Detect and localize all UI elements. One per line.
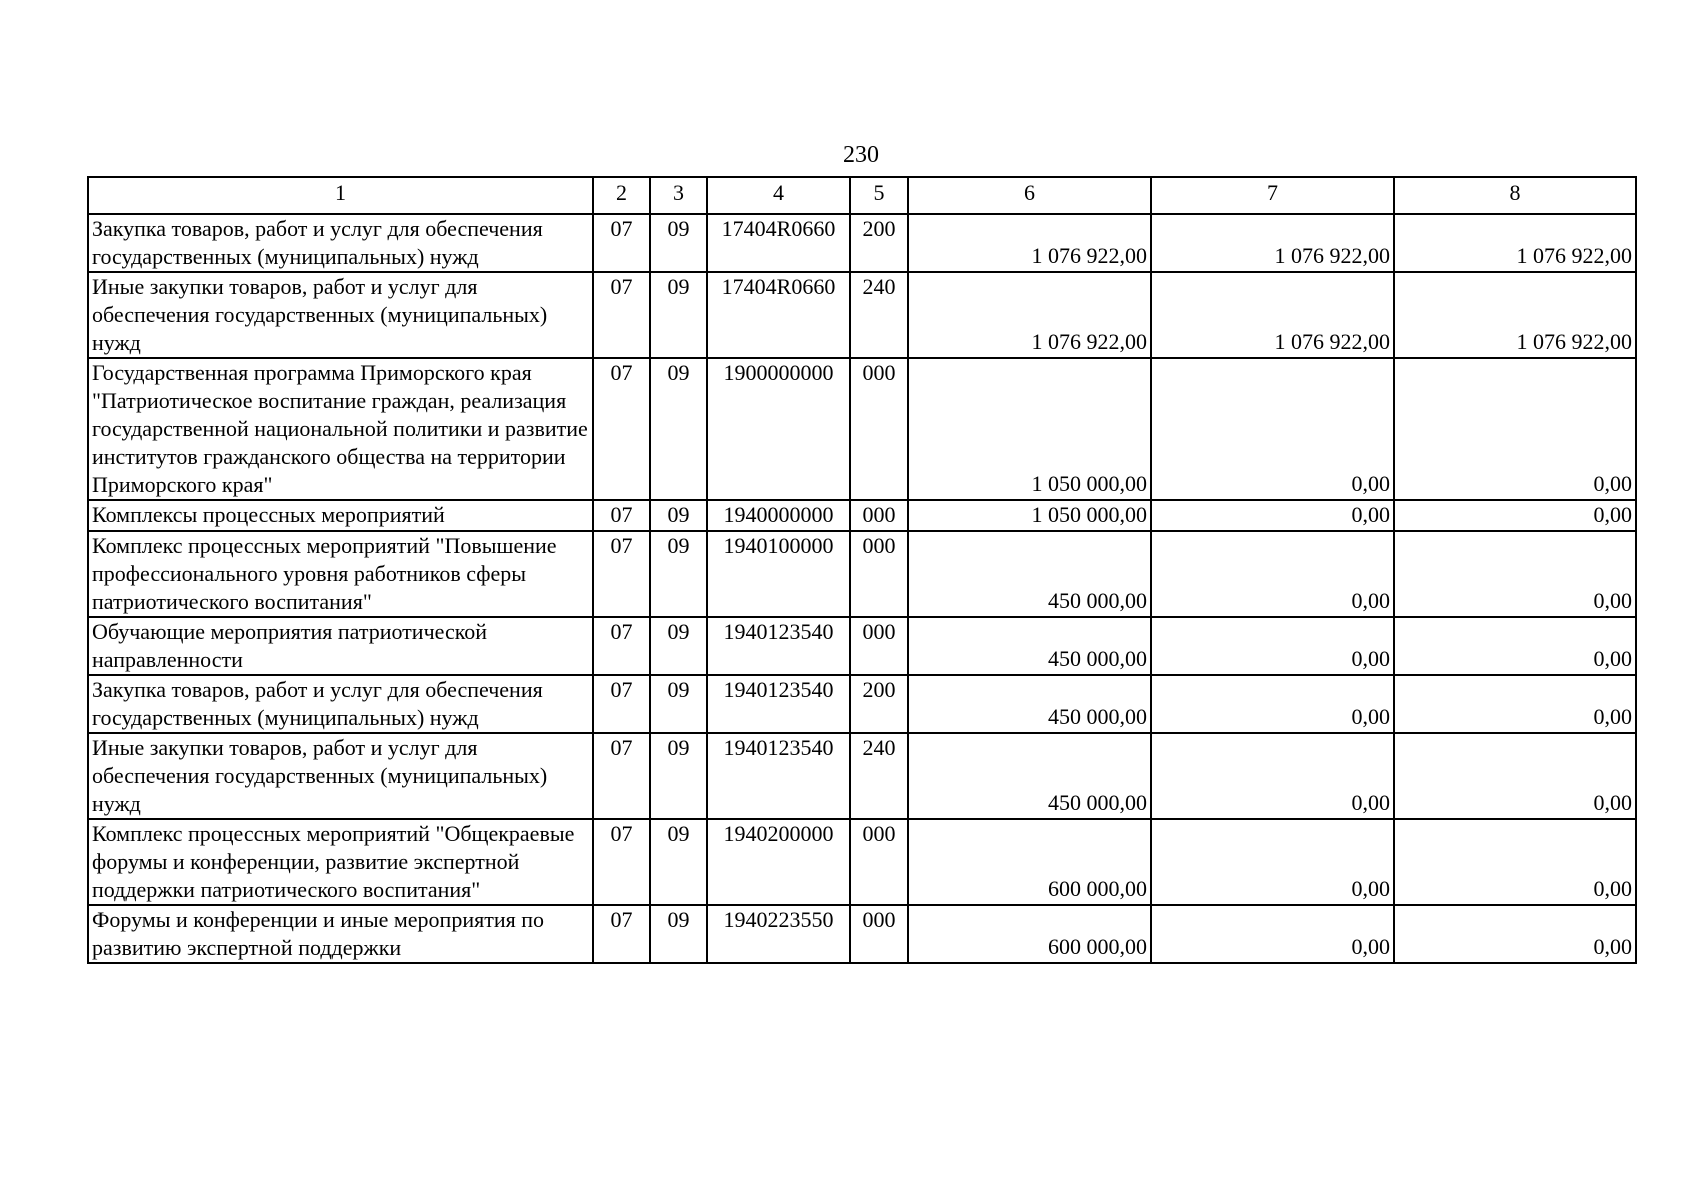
column-header: 6 [908, 177, 1151, 214]
amount-col-7: 0,00 [1151, 733, 1394, 819]
expense-type-code: 200 [850, 214, 908, 272]
column-header: 1 [88, 177, 593, 214]
target-article-code: 1940100000 [707, 531, 850, 617]
amount-col-6: 1 076 922,00 [908, 272, 1151, 358]
page-number: 230 [843, 142, 879, 168]
table-row [88, 272, 1636, 358]
section-code: 07 [593, 905, 650, 963]
subsection-code: 09 [650, 531, 707, 617]
amount-col-7: 0,00 [1151, 531, 1394, 617]
subsection-code: 09 [650, 358, 707, 500]
section-code: 07 [593, 617, 650, 675]
amount-col-7: 0,00 [1151, 500, 1394, 531]
amount-col-8: 0,00 [1394, 617, 1636, 675]
column-header: 5 [850, 177, 908, 214]
subsection-code: 09 [650, 500, 707, 531]
amount-col-7: 0,00 [1151, 675, 1394, 733]
table-row [88, 905, 1636, 963]
amount-col-6: 600 000,00 [908, 819, 1151, 905]
expense-type-code: 000 [850, 531, 908, 617]
target-article-code: 17404R0660 [707, 272, 850, 358]
amount-col-8: 0,00 [1394, 358, 1636, 500]
subsection-code: 09 [650, 675, 707, 733]
target-article-code: 1900000000 [707, 358, 850, 500]
subsection-code: 09 [650, 733, 707, 819]
column-header: 7 [1151, 177, 1394, 214]
target-article-code: 1940123540 [707, 675, 850, 733]
target-article-code: 1940123540 [707, 617, 850, 675]
budget-table [87, 176, 1637, 964]
subsection-code: 09 [650, 214, 707, 272]
column-header: 4 [707, 177, 850, 214]
table-row [88, 733, 1636, 819]
header-row [88, 177, 1636, 214]
section-code: 07 [593, 358, 650, 500]
subsection-code: 09 [650, 905, 707, 963]
subsection-code: 09 [650, 272, 707, 358]
amount-col-8: 0,00 [1394, 819, 1636, 905]
section-code: 07 [593, 733, 650, 819]
target-article-code: 17404R0660 [707, 214, 850, 272]
amount-col-7: 0,00 [1151, 617, 1394, 675]
amount-col-6: 1 076 922,00 [908, 214, 1151, 272]
section-code: 07 [593, 214, 650, 272]
expense-type-code: 240 [850, 733, 908, 819]
row-name: Форумы и конференции и иные мероприятия по развитию экспертной поддержки [88, 905, 593, 963]
section-code: 07 [593, 531, 650, 617]
amount-col-6: 1 050 000,00 [908, 500, 1151, 531]
row-name: Государственная программа Приморского края "Патриотическое воспитание граждан, реализация государственной национальной политики и развитие институтов гражданского общества на территории Приморского края" [88, 358, 593, 500]
expense-type-code: 240 [850, 272, 908, 358]
table-row [88, 531, 1636, 617]
amount-col-8: 1 076 922,00 [1394, 214, 1636, 272]
amount-col-6: 1 050 000,00 [908, 358, 1151, 500]
column-header: 8 [1394, 177, 1636, 214]
amount-col-8: 0,00 [1394, 905, 1636, 963]
table-row [88, 358, 1636, 500]
row-name: Обучающие мероприятия патриотической направленности [88, 617, 593, 675]
table-row [88, 675, 1636, 733]
column-header: 3 [650, 177, 707, 214]
expense-type-code: 000 [850, 819, 908, 905]
amount-col-7: 1 076 922,00 [1151, 272, 1394, 358]
amount-col-8: 0,00 [1394, 531, 1636, 617]
table-row [88, 500, 1636, 531]
subsection-code: 09 [650, 617, 707, 675]
expense-type-code: 000 [850, 500, 908, 531]
column-header: 2 [593, 177, 650, 214]
amount-col-7: 1 076 922,00 [1151, 214, 1394, 272]
target-article-code: 1940123540 [707, 733, 850, 819]
subsection-code: 09 [650, 819, 707, 905]
table-row [88, 214, 1636, 272]
row-name: Иные закупки товаров, работ и услуг для обеспечения государственных (муниципальных) нужд [88, 272, 593, 358]
amount-col-8: 0,00 [1394, 733, 1636, 819]
amount-col-6: 600 000,00 [908, 905, 1151, 963]
table-row [88, 617, 1636, 675]
amount-col-6: 450 000,00 [908, 617, 1151, 675]
amount-col-8: 0,00 [1394, 500, 1636, 531]
row-name: Закупка товаров, работ и услуг для обеспечения государственных (муниципальных) нужд [88, 214, 593, 272]
row-name: Закупка товаров, работ и услуг для обеспечения государственных (муниципальных) нужд [88, 675, 593, 733]
target-article-code: 1940000000 [707, 500, 850, 531]
amount-col-6: 450 000,00 [908, 733, 1151, 819]
target-article-code: 1940200000 [707, 819, 850, 905]
amount-col-7: 0,00 [1151, 905, 1394, 963]
row-name: Комплекс процессных мероприятий "Повышение профессионального уровня работников сферы патриотического воспитания" [88, 531, 593, 617]
amount-col-8: 1 076 922,00 [1394, 272, 1636, 358]
amount-col-8: 0,00 [1394, 675, 1636, 733]
amount-col-6: 450 000,00 [908, 675, 1151, 733]
target-article-code: 1940223550 [707, 905, 850, 963]
section-code: 07 [593, 272, 650, 358]
row-name: Комплекс процессных мероприятий "Общекраевые форумы и конференции, развитие экспертной поддержки патриотического воспитания" [88, 819, 593, 905]
section-code: 07 [593, 675, 650, 733]
table-row [88, 819, 1636, 905]
section-code: 07 [593, 500, 650, 531]
expense-type-code: 000 [850, 905, 908, 963]
expense-type-code: 000 [850, 358, 908, 500]
section-code: 07 [593, 819, 650, 905]
expense-type-code: 000 [850, 617, 908, 675]
amount-col-7: 0,00 [1151, 819, 1394, 905]
amount-col-6: 450 000,00 [908, 531, 1151, 617]
amount-col-7: 0,00 [1151, 358, 1394, 500]
expense-type-code: 200 [850, 675, 908, 733]
row-name: Комплексы процессных мероприятий [88, 500, 593, 531]
row-name: Иные закупки товаров, работ и услуг для обеспечения государственных (муниципальных) нужд [88, 733, 593, 819]
